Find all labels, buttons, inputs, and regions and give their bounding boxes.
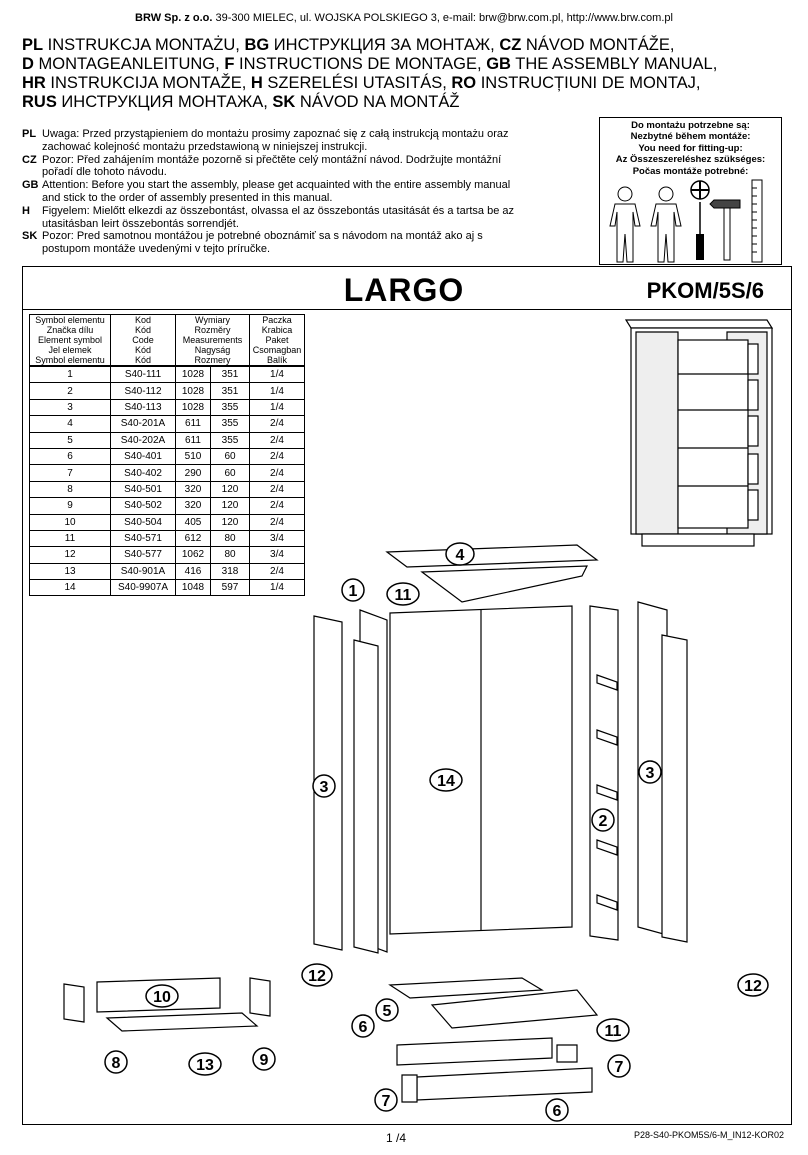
side-panel-right-inner [662, 635, 687, 942]
warning-pl [22, 128, 582, 154]
svg-text:5: 5 [382, 1003, 392, 1020]
header-symbol: Symbol elementu Značka dílu Element symbol Jel elemek Symbol elementu [30, 315, 111, 367]
callout-12-right [738, 974, 768, 996]
svg-text:9: 9 [259, 1052, 269, 1069]
svg-text:10: 10 [153, 989, 171, 1006]
table-row: 8 S40-501 320 120 2/4 [30, 481, 305, 497]
callout-7-left [375, 1089, 397, 1111]
svg-text:7: 7 [381, 1093, 391, 1110]
plinth-back [397, 1038, 552, 1065]
title-line-2 [22, 55, 792, 74]
callout-3-left [313, 775, 335, 797]
lang-code: GB [22, 179, 39, 192]
title-text: INSTRUKCJA MONTAŻU, [43, 36, 245, 54]
screwdriver-icon [691, 181, 709, 260]
lang-code: D [22, 55, 34, 73]
side-panel-2 [590, 606, 618, 940]
company-address: 39-300 MIELEC, ul. WOJSKA POLSKIEGO 3, e-mail: brw@brw.com.pl, http://www.brw.com.pl [212, 12, 673, 24]
table-row: 2 S40-112 1028 351 1/4 [30, 383, 305, 399]
plinth-front [417, 1068, 592, 1100]
callout-9 [253, 1048, 275, 1070]
callout-14 [430, 769, 462, 791]
callout-4 [446, 543, 474, 565]
table-row: 13 S40-901A 416 318 2/4 [30, 563, 305, 579]
plinth-side-left [402, 1075, 417, 1102]
callout-10 [146, 985, 178, 1007]
table-row: 3 S40-113 1028 355 1/4 [30, 399, 305, 415]
tools-line: Nezbytné během montáže: [630, 131, 751, 143]
drawer-bottom [107, 1013, 257, 1031]
title-text: ИНСТРУКЦИЯ ЗА МОНТАЖ, [269, 36, 500, 54]
table-row: 11 S40-571 612 80 3/4 [30, 530, 305, 546]
side-panel-1 [354, 640, 378, 953]
callout-2 [592, 809, 614, 831]
svg-text:3: 3 [645, 765, 655, 782]
svg-text:6: 6 [552, 1103, 562, 1120]
warning-gb [22, 179, 582, 205]
lang-code: CZ [22, 153, 37, 166]
callout-13 [189, 1053, 221, 1075]
title-text: INSTRUCTIONS DE MONTAGE, [234, 55, 487, 73]
tools-line: You need for fitting-up: [638, 142, 743, 154]
person-icon [651, 187, 681, 262]
title-text: THE ASSEMBLY MANUAL, [510, 55, 718, 73]
svg-text:1: 1 [348, 583, 358, 600]
callout-11-bottom [597, 1019, 629, 1041]
drawer-side-left [64, 984, 84, 1022]
warning-sk [22, 230, 582, 256]
top-rail [422, 566, 587, 602]
warning-text: and stick to the order of assembly presented in this manual. [42, 191, 333, 204]
callout-5 [376, 999, 398, 1021]
product-code: PKOM/5S/6 [646, 278, 764, 303]
svg-text:8: 8 [111, 1055, 121, 1072]
warning-text: zachować kolejność montażu przedstawioną w niniejszej instrukcji. [42, 140, 368, 153]
hammer-icon [710, 200, 740, 260]
lang-code: SK [22, 230, 38, 243]
lang-code: SK [272, 93, 296, 111]
lang-code: CZ [499, 36, 522, 54]
title-text: INSTRUKCIJA MONTAŽE, [45, 74, 251, 92]
product-name: LARGO [343, 272, 465, 308]
title-text: NÁVOD MONTÁŽE, [521, 36, 675, 54]
tools-line: Počas montáže potrebné: [632, 165, 749, 177]
table-row: 10 S40-504 405 120 2/4 [30, 514, 305, 530]
warning-text: Uwaga: Przed przystąpieniem do montażu prosimy zapoznać się z całą instrukcją montażu oraz [42, 128, 509, 140]
table-row: 7 S40-402 290 60 2/4 [30, 465, 305, 481]
title-text: MONTAGEANLEITUNG, [33, 55, 225, 73]
warning-text: Pozor: Před zahájením montáže pozorně si přečtěte celý montážní návod. Dodržujte montážní [42, 153, 502, 166]
cabinet-preview [626, 320, 772, 546]
warning-h [22, 205, 582, 231]
title-line-1 [22, 36, 792, 55]
table-row: 1 S40-111 1028 351 1/4 [30, 366, 305, 383]
table-row: 12 S40-577 1062 80 3/4 [30, 547, 305, 563]
ruler-icon [752, 180, 762, 262]
company-name: BRW Sp. z o.o. [135, 12, 213, 24]
table-row: 6 S40-401 510 60 2/4 [30, 448, 305, 464]
callout-6-top [352, 1015, 374, 1037]
svg-text:3: 3 [319, 779, 329, 796]
lang-code: H [22, 204, 30, 217]
svg-text:11: 11 [394, 587, 412, 604]
svg-text:4: 4 [455, 547, 465, 564]
language-titles [22, 36, 792, 112]
header-code: Kod Kód Code Kód Kód [111, 315, 176, 367]
page-number: 1 /4 [386, 1131, 407, 1145]
title-text: NÁVOD NA MONTÁŽ [295, 93, 460, 111]
lang-code: RUS [22, 93, 57, 111]
warning-text: utasitásban leirt összebontás sorrendjét. [42, 217, 239, 230]
lang-code: BG [244, 36, 270, 54]
lang-code: HR [22, 74, 46, 92]
warnings-block [22, 128, 582, 256]
svg-text:12: 12 [744, 978, 762, 995]
drawer-side-right [250, 978, 270, 1016]
svg-text:2: 2 [598, 813, 608, 830]
header-line [0, 12, 808, 24]
bottom-panel [390, 978, 542, 998]
warning-text: Figyelem: Mielőtt elkezdi az összebontást, olvassa el az összebontás utasitását és a tartsa be az [42, 204, 515, 217]
title-line-4 [22, 93, 792, 112]
svg-text:11: 11 [604, 1023, 622, 1040]
title-text: SZERELÉSI UTASITÁS, [262, 74, 452, 92]
plinth-side [557, 1045, 577, 1062]
callout-11-top [387, 583, 419, 605]
lang-code: H [250, 74, 263, 92]
svg-text:7: 7 [614, 1059, 624, 1076]
callout-12-left [302, 964, 332, 986]
person-icon [610, 187, 640, 262]
callout-8 [105, 1051, 127, 1073]
warning-text: pořadí dle tohoto návodu. [42, 166, 167, 179]
table-row: 14 S40-9907A 1048 597 1/4 [30, 580, 305, 596]
warning-text: Pozor: Pred samotnou montážou je potrebné oboznámiť sa s návodom na montáž ako aj s [42, 230, 483, 243]
tools-line: Az Összeszereléshez szükséges: [615, 154, 766, 166]
svg-text:13: 13 [196, 1057, 214, 1074]
lang-code: PL [22, 128, 37, 140]
warning-text: Attention: Before you start the assembly, please get acquainted with the entire assembly manual [42, 179, 511, 192]
svg-text:6: 6 [358, 1019, 368, 1036]
warning-cz [22, 154, 582, 180]
warning-text: postupom montáže uvedenými v tejto príručke. [42, 243, 271, 256]
top-panel [387, 545, 597, 567]
callout-1 [342, 579, 364, 601]
lang-code: PL [22, 36, 44, 54]
callout-3-right [639, 761, 661, 783]
table-row: 4 S40-201A 611 355 2/4 [30, 416, 305, 432]
tools-needed-box [599, 117, 782, 265]
table-row: 9 S40-502 320 120 2/4 [30, 498, 305, 514]
assembly-drawing [22, 310, 792, 1124]
callout-7-right [608, 1055, 630, 1077]
lang-code: RO [451, 74, 477, 92]
title-text: INSTRUCȚIUNI DE MONTAJ, [476, 74, 701, 92]
header-measurements: Wymiary Rozměry Measurements Nagyság Rozmery [176, 315, 250, 367]
lang-code: F [224, 55, 235, 73]
header-package: Paczka Krabica Paket Csomagban Balík [250, 315, 305, 367]
table-row: 5 S40-202A 611 355 2/4 [30, 432, 305, 448]
svg-text:12: 12 [308, 968, 326, 985]
title-text: ИНСТРУКЦИЯ МОНТАЖА, [56, 93, 273, 111]
tools-line: Do montażu potrzebne są: [631, 120, 750, 131]
document-code: P28-S40-PKOM5S/6-M_IN12-KOR02 [633, 1130, 784, 1140]
callout-6-bottom [546, 1099, 568, 1121]
svg-text:14: 14 [437, 773, 455, 790]
title-line-3 [22, 74, 792, 93]
tools-illustration [600, 178, 781, 264]
lang-code: GB [486, 55, 511, 73]
